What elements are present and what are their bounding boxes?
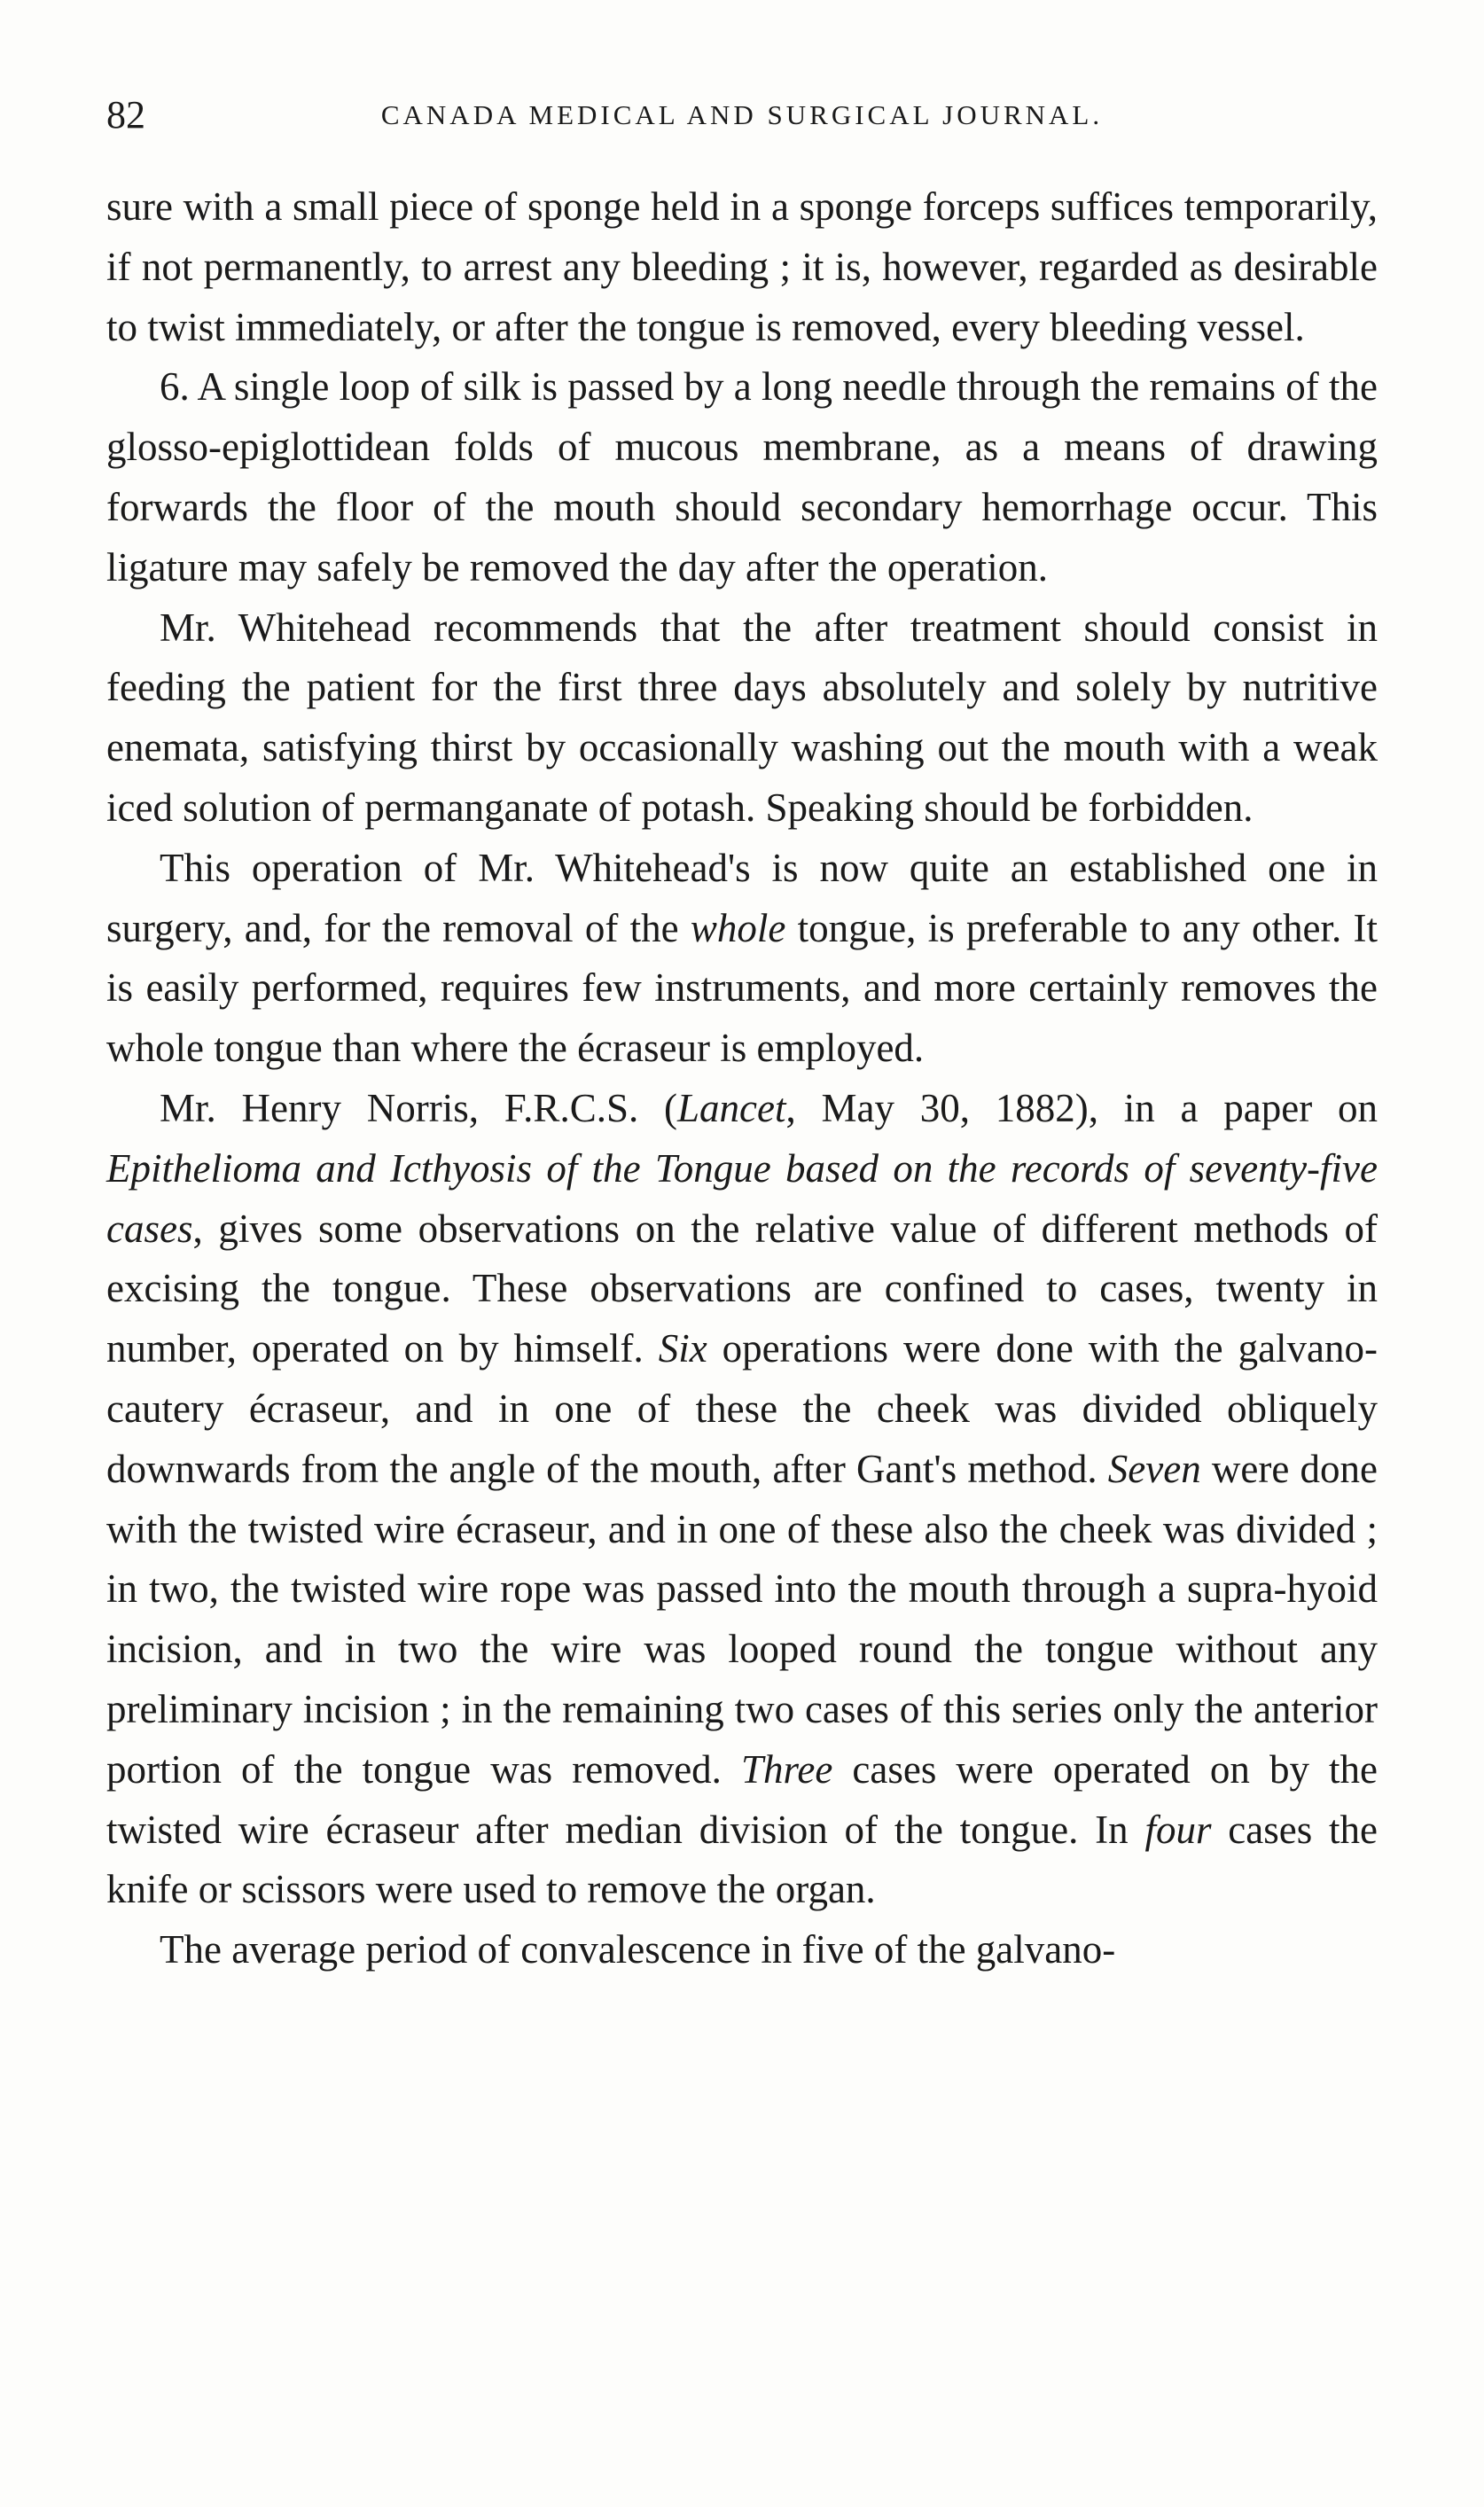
article-body <box>106 177 1378 1980</box>
running-title: CANADA MEDICAL AND SURGICAL JOURNAL. <box>380 99 1104 130</box>
text-run: operations were done with the galvano-cautery écraseur, and in one of these the cheek was divided obliquely downwards from the angle of the mouth, after Gant's method. <box>106 1326 1379 1491</box>
paragraph <box>106 598 1378 839</box>
italic-text: Seven <box>1107 1446 1201 1491</box>
paragraph <box>106 1920 1378 1980</box>
paragraph <box>106 839 1378 1079</box>
text-run: The average period of convalescence in five of the galvano- <box>160 1927 1116 1972</box>
italic-text: whole <box>690 905 786 950</box>
text-run: This operation of Mr. Whitehead's is now quite an established one in surgery, and, for the removal of the <box>106 845 1378 950</box>
paragraph <box>106 357 1378 597</box>
text-run: cases the knife or scissors were used to remove the organ. <box>106 1807 1379 1912</box>
text-run: , May 30, 1882), in a paper on <box>785 1085 1378 1130</box>
text-run: were done with the twisted wire écraseur, and in one of these also the cheek was divided ; in two, the twisted wire rope was passed into the mouth through a supra-hyoid incision, and in two the wire was looped round the tongue without any preliminary incision ; in the remaining two cases of this series only the anterior portion of the tongue was removed. <box>106 1446 1378 1792</box>
text-run: , gives some observations on the relative value of different methods of excising the tongue. These observations are confined to cases, twenty in number, operated on by himself. <box>106 1206 1378 1371</box>
page-header <box>106 89 1378 142</box>
text-run: 6. A single loop of silk is passed by a long needle through the remains of the glosso-epiglottidean folds of mucous membrane, as a means of drawing forwards the floor of the mouth should secondary hemorrhage occur. This ligature may safely be removed the day after the operation. <box>106 364 1378 590</box>
paragraph <box>106 1079 1378 1920</box>
italic-text: Three <box>741 1746 833 1792</box>
page-number: 82 <box>106 93 145 137</box>
text-run: Mr. Henry Norris, F.R.C.S. ( <box>160 1085 677 1130</box>
text-run: Mr. Whitehead recommends that the after treatment should consist in feeding the patient for the first three days absolutely and solely by nutritive enemata, satisfying thirst by occasionally washing out the mouth with a weak iced solution of permanganate of potash. Speaking should be forbidden. <box>106 605 1378 830</box>
text-run: sure with a small piece of sponge held in a sponge forceps suffices temporarily, if not permanently, to arrest any bleeding ; it is, however, regarded as desirable to twist immediately, or after the tongue is removed, every bleeding vessel. <box>106 184 1378 349</box>
text-run: cases were operated on by the twisted wire écraseur after median division of the tongue. In <box>106 1746 1378 1852</box>
italic-text: Six <box>658 1326 707 1371</box>
text-run: tongue, is preferable to any other. It is easily performed, requires few instruments, and more certainly removes the whole tongue than where the écraseur is employed. <box>106 905 1378 1071</box>
paragraph <box>106 177 1378 357</box>
italic-text: four <box>1144 1807 1212 1852</box>
italic-text: Epithelioma and Icthyosis of the Tongue based on the records of seventy-five cases <box>106 1145 1378 1251</box>
italic-text: Lancet <box>677 1085 786 1130</box>
